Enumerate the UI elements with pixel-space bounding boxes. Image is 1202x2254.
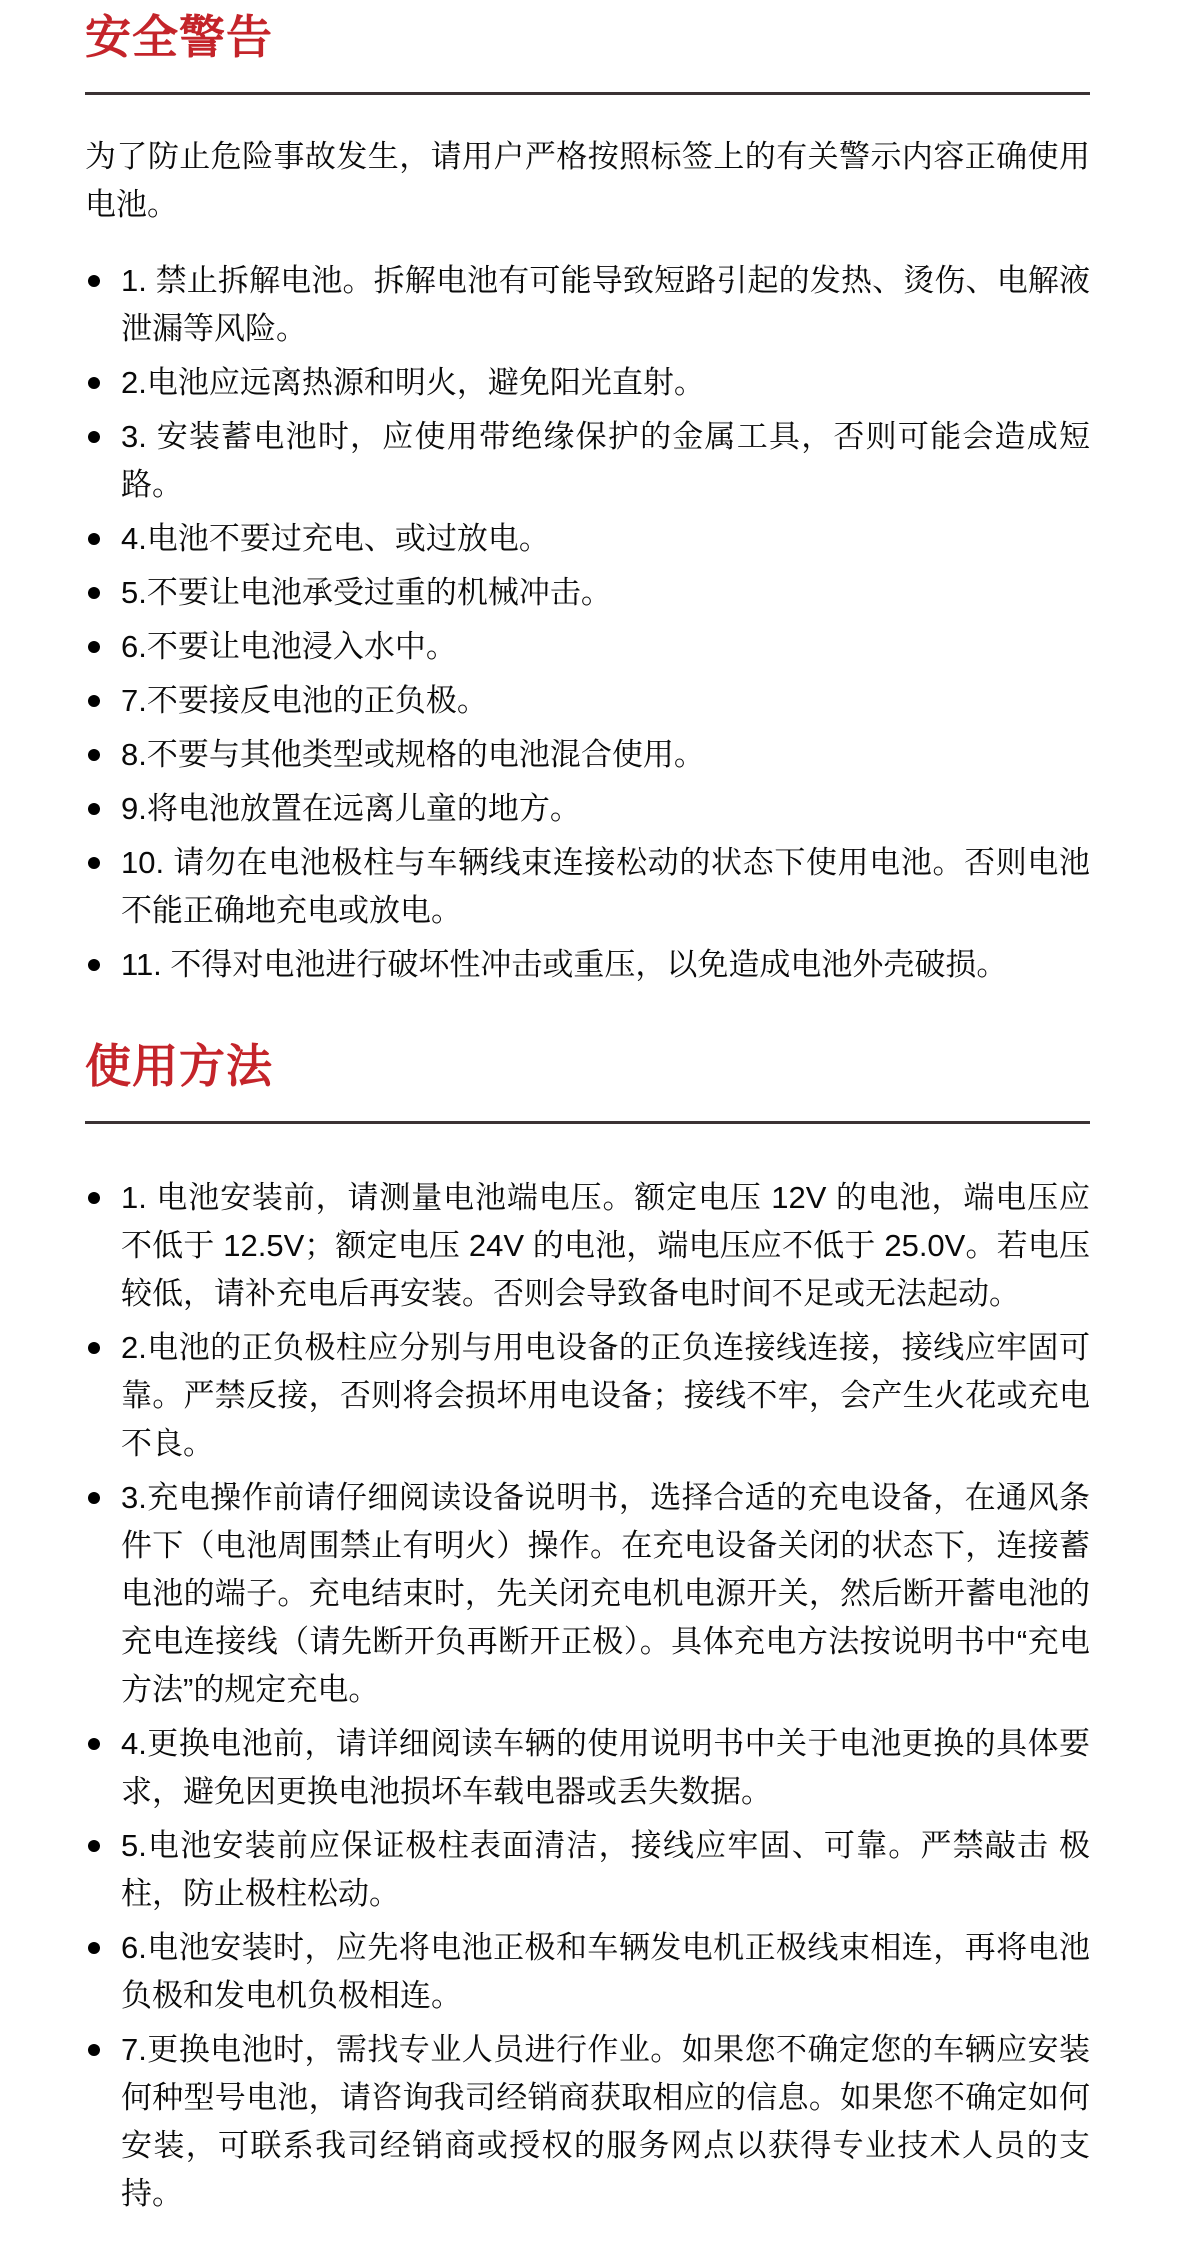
safety-list-item-8: 8.不要与其他类型或规格的电池混合使用。 xyxy=(121,731,1090,779)
usage-list-item-1: 1. 电池安装前，请测量电池端电压。额定电压 12V 的电池，端电压应不低于 12.5V；额定电压 24V 的电池，端电压应不低于 25.0V。若电压较低，请补充电后再安装。否则会导致备电时间不足或无法起动。 xyxy=(121,1174,1090,1318)
safety-list-item-10: 10. 请勿在电池极柱与车辆线束连接松动的状态下使用电池。否则电池不能正确地充电或放电。 xyxy=(121,839,1090,935)
safety-list-item-1: 1. 禁止拆解电池。拆解电池有可能导致短路引起的发热、烫伤、电解液泄漏等风险。 xyxy=(121,257,1090,353)
safety-section-title: 安全警告 xyxy=(85,11,273,63)
section-usage-method xyxy=(85,1035,1090,2218)
safety-list-item-2: 2.电池应远离热源和明火，避免阳光直射。 xyxy=(121,359,1090,407)
safety-list-item-11: 11. 不得对电池进行破坏性冲击或重压，以免造成电池外壳破损。 xyxy=(121,941,1090,989)
usage-section-title: 使用方法 xyxy=(85,1040,273,1092)
safety-list-item-7: 7.不要接反电池的正负极。 xyxy=(121,677,1090,725)
usage-list-item-7: 7.更换电池时，需找专业人员进行作业。如果您不确定您的车辆应安装何种型号电池，请咨询我司经销商获取相应的信息。如果您不确定如何安装，可联系我司经销商或授权的服务网点以获得专业技术人员的支持。 xyxy=(121,2026,1090,2218)
safety-list-item-6: 6.不要让电池浸入水中。 xyxy=(121,623,1090,671)
safety-warning-list xyxy=(85,257,1090,989)
usage-list-item-4: 4.更换电池前，请详细阅读车辆的使用说明书中关于电池更换的具体要求，避免因更换电池损坏车载电器或丢失数据。 xyxy=(121,1720,1090,1816)
safety-intro-paragraph: 为了防止危险事故发生，请用户严格按照标签上的有关警示内容正确使用电池。 xyxy=(85,139,1090,222)
usage-list-item-2: 2.电池的正负极柱应分别与用电设备的正负连接线连接，接线应牢固可靠。严禁反接，否则将会损坏用电设备；接线不牢，会产生火花或充电不良。 xyxy=(121,1324,1090,1468)
section-safety-warning xyxy=(85,6,1090,989)
section-divider xyxy=(85,92,1090,95)
usage-method-list xyxy=(85,1174,1090,2218)
safety-list-item-5: 5.不要让电池承受过重的机械冲击。 xyxy=(121,569,1090,617)
usage-list-item-3: 3.充电操作前请仔细阅读设备说明书，选择合适的充电设备，在通风条件下（电池周围禁止有明火）操作。在充电设备关闭的状态下，连接蓄电池的端子。充电结束时，先关闭充电机电源开关，然后断开蓄电池的充电连接线（请先断开负再断开正极）。具体充电方法按说明书中“充电方法”的规定充电。 xyxy=(121,1474,1090,1714)
safety-list-item-4: 4.电池不要过充电、或过放电。 xyxy=(121,515,1090,563)
section-divider xyxy=(85,1121,1090,1124)
usage-list-item-5: 5.电池安装前应保证极柱表面清洁，接线应牢固、可靠。严禁敲击 极柱，防止极柱松动。 xyxy=(121,1822,1090,1918)
safety-list-item-9: 9.将电池放置在远离儿童的地方。 xyxy=(121,785,1090,833)
usage-list-item-6: 6.电池安装时，应先将电池正极和车辆发电机正极线束相连，再将电池负极和发电机负极相连。 xyxy=(121,1924,1090,2020)
safety-list-item-3: 3. 安装蓄电池时，应使用带绝缘保护的金属工具，否则可能会造成短路。 xyxy=(121,413,1090,509)
